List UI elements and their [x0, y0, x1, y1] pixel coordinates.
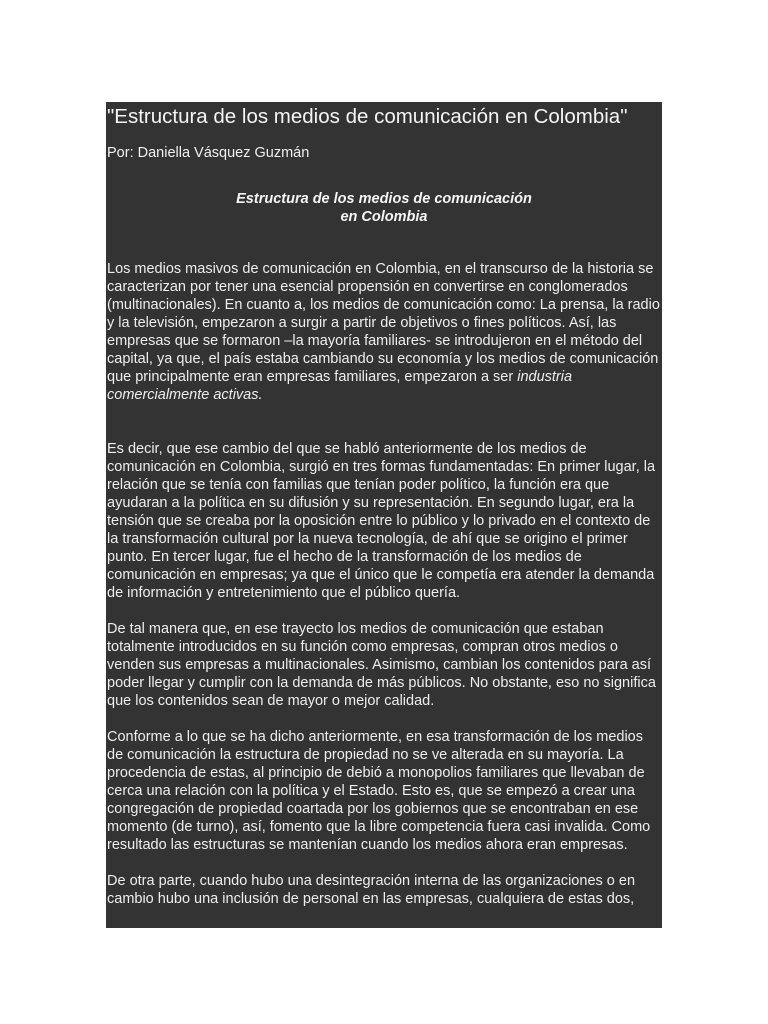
- document-content: [106, 102, 662, 908]
- paragraph-1-text: Los medios masivos de comunicación en Colombia, en el transcurso de la historia se caracterizan por tener una esencial propensión en convertirse en conglomerados (multinacionales). En cuanto a, los medios de comunicación como: La prensa, la radio y la televisión, empezaron a surgir a partir de objetivos o fines políticos. Así, las empresas que se formaron –la mayoría familiares- se introdujeron en el método del capital, ya que, el país estaba cambiando su economía y los medios de comunicación que principalmente eran empresas familiares, empezaron a ser: [107, 261, 660, 385]
- document-title: "Estructura de los medios de comunicación en Colombia": [107, 105, 628, 128]
- paragraph-1-emphasis: industria comercialmente activas.: [107, 369, 573, 403]
- paragraph-2: Es decir, que ese cambio del que se habló anteriormente de los medios de comunicación en Colombia, surgió en tres formas fundamentadas: En primer lugar, la relación que se tenía con familias que tenían poder político, la función era que ayudaran a la política en su difusión y su representación. En segundo lugar, era la tensión que se creaba por la oposición entre lo público y lo privado en el contexto de la transformación cultural por la nueva tecnología, de ahí que se origino el primer punto. En tercer lugar, fue el hecho de la transformación de los medios de comunicación en empresas; ya que el único que le competía era atender la demanda de información y entretenimiento que el público quería.: [107, 441, 656, 601]
- paragraph-1: [107, 260, 661, 404]
- paragraph-3: De tal manera que, en ese trayecto los medios de comunicación que estaban totalmente introducidos en su función como empresas, compran otros medios o venden sus empresas a multinacionales. Asimismo, cambian los contenidos para así poder llegar y cumplir con la demanda de más públicos. No obstante, eso no significa que los contenidos sean de mayor o mejor calidad.: [107, 621, 656, 709]
- document-page: [106, 102, 662, 928]
- author-byline: Por: Daniella Vásquez Guzmán: [107, 145, 310, 161]
- paragraph-4: Conforme a lo que se ha dicho anteriormente, en esa transformación de los medios de comunicación la estructura de propiedad no se ve alterada en su mayoría. La procedencia de estas, al principio de debió a monopolios familiares que llevaban de cerca una relación con la política y el Estado. Esto es, que se empezó a crear una congregación de propiedad coartada por los gobiernos que se encontraban en ese momento (de turno), así, fomento que la libre competencia fuera casi invalida. Como resultado las estructuras se mantenían cuando los medios ahora eran empresas.: [107, 729, 651, 853]
- paragraph-5: De otra parte, cuando hubo una desintegración interna de las organizaciones o en cambio hubo una inclusión de personal en las empresas, cualquiera de estas dos,: [107, 873, 636, 907]
- subtitle-line-1: Estructura de los medios de comunicación: [236, 191, 532, 207]
- section-subtitle: [107, 190, 661, 226]
- subtitle-line-2: en Colombia: [340, 209, 428, 225]
